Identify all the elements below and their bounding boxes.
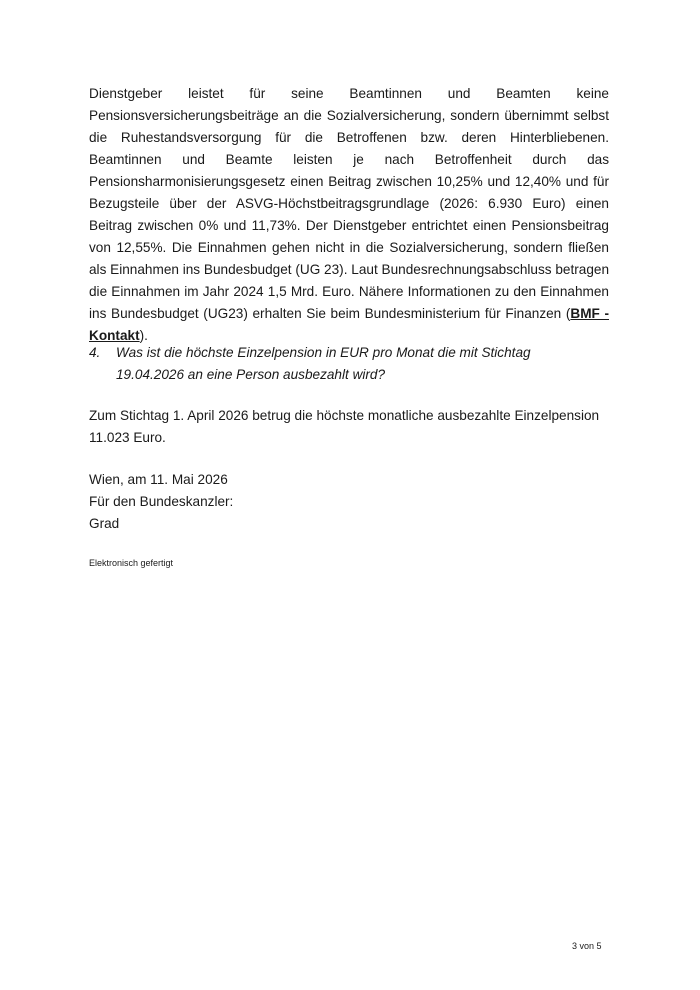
page-number: 3 von 5 (572, 941, 602, 951)
question-number: 4. (89, 345, 101, 360)
body-paragraph (89, 83, 609, 347)
body-paragraph-text: Dienstgeber leistet für seine Beamtinnen und Beamten keine Pensionsversicherungsbeiträge an die Sozialversicherung, sondern übernimmt selbst die Ruhestandsversorgung für die Betroffenen bzw. deren Hinterbliebenen. Beamtinnen und Beamte leisten je nach Betroffenheit durch das Pensionsharmonisierungsgesetz einen Beitrag zwischen 10,25% und 12,40% und für Bezugsteile über der ASVG-Höchstbeitragsgrundlage (2026: 6.930 Euro) einen Beitrag zwischen 0% und 11,73%. Der Dienstgeber entrichtet einen Pensionsbeitrag von 12,55%. Die Einnahmen gehen nicht in die Sozialversicherung, sondern fließen als Einnahmen ins Bundesbudget (UG 23). Laut Bundesrechnungsabschluss betragen die Einnahmen im Jahr 2024 1,5 Mrd. Euro. Nähere Informationen zu den Einnahmen ins Bundesbudget (UG23) erhalten Sie beim Bundesministerium für Finanzen ( (89, 86, 609, 321)
body-paragraph-text-end: ). (139, 328, 148, 343)
bmf-kontakt-link[interactable]: BMF - Kontakt (89, 306, 610, 343)
closing-block (89, 469, 233, 535)
on-behalf-line: Für den Bundeskanzler: (89, 494, 234, 509)
signer-name: Grad (89, 516, 120, 531)
question-4 (89, 342, 609, 386)
question-text: Was ist die höchste Einzelpension in EUR pro Monat die mit Stichtag 19.04.2026 an eine Person ausbezahlt wird? (116, 345, 531, 382)
electronic-signature-note: Elektronisch gefertigt (89, 558, 174, 568)
answer-paragraph: Zum Stichtag 1. April 2026 betrug die höchste monatliche ausbezahlte Einzelpension 11.023 Euro. (89, 408, 600, 445)
place-date: Wien, am 11. Mai 2026 (89, 472, 228, 487)
